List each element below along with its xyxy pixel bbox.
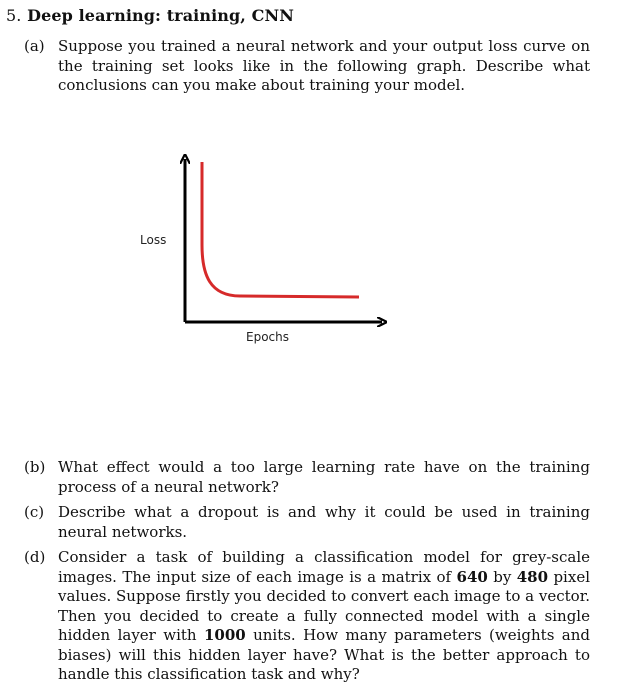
loss-curve-figure <box>130 150 400 360</box>
question-c <box>24 503 590 542</box>
image-height-value: 480 <box>516 567 549 586</box>
question-d-text <box>58 548 590 685</box>
question-a <box>24 37 590 96</box>
question-d-text-part-1: Consider a task of building a classification model for grey-scale images. The input size of each image is a matrix of <box>58 548 590 586</box>
question-a-text: Suppose you trained a neural network and your output loss curve on the training set looks like in the following graph. Describe what conclusions can you make about training your model. <box>58 37 590 94</box>
image-width-value: 640 <box>456 567 488 586</box>
loss-curve <box>202 162 359 297</box>
y-axis-label: Loss <box>140 233 167 247</box>
problem-title: Deep learning: training, CNN <box>27 6 294 25</box>
question-d-label: (d) <box>24 548 46 566</box>
question-b-text: What effect would a too large learning rate have on the training process of a neural network? <box>58 458 590 496</box>
problem-number: 5. <box>6 6 22 25</box>
question-d-text-part-3: pixel values. Suppose firstly you decided to convert each image to a vector. Then you decided to create a fully connected model with a single hidden layer with <box>58 567 590 644</box>
question-c-label: (c) <box>24 503 45 521</box>
question-a-label: (a) <box>24 37 45 55</box>
question-b <box>24 458 590 497</box>
problem-heading <box>6 6 294 25</box>
question-b-label: (b) <box>24 458 46 476</box>
question-d-text-part-4: units. How many parameters (weights and biases) will this hidden layer have? What is the better approach to handle this classification task and why? <box>58 626 590 683</box>
hidden-units-value: 1000 <box>203 626 246 644</box>
loss-curve-graph <box>130 150 400 360</box>
x-axis-label: Epochs <box>246 330 289 344</box>
question-c-text: Describe what a dropout is and why it could be used in training neural networks. <box>58 503 590 541</box>
question-d-text-part-2: by <box>487 567 517 586</box>
question-d <box>24 548 590 685</box>
